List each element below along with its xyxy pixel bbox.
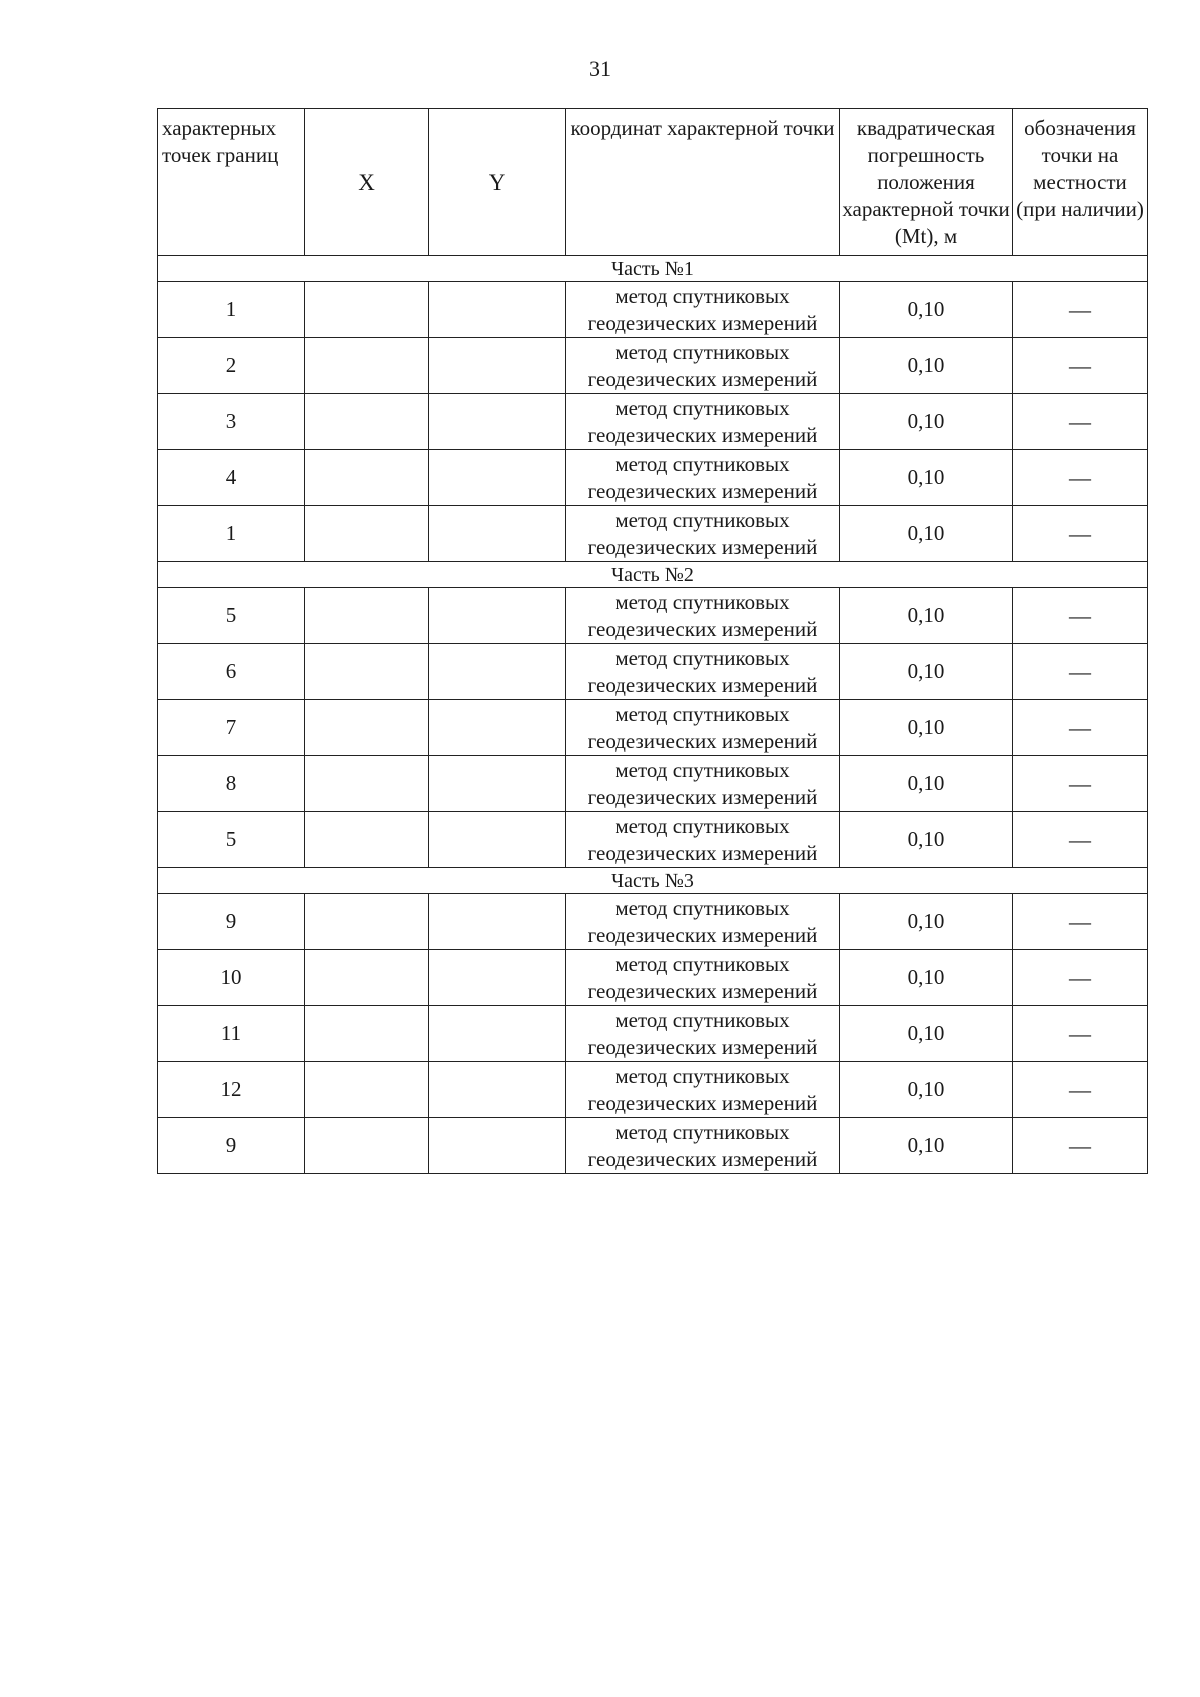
marking-cell: — [1013,394,1148,450]
header-accuracy: квадратическая погрешность положения характерной точки (Mt), м [840,109,1013,256]
accuracy-cell: 0,10 [840,756,1013,812]
method-cell: метод спутниковых геодезических измерений [566,394,840,450]
x-coordinate-cell [305,1006,429,1062]
table-row [158,394,1148,450]
accuracy-cell: 0,10 [840,1006,1013,1062]
x-coordinate-cell [305,894,429,950]
marking-cell: — [1013,1062,1148,1118]
y-coordinate-cell [429,812,566,868]
y-coordinate-cell [429,338,566,394]
point-number-cell: 8 [158,756,305,812]
x-coordinate-cell [305,338,429,394]
section-title: Часть №2 [158,562,1148,588]
x-coordinate-cell [305,394,429,450]
point-number-cell: 10 [158,950,305,1006]
y-coordinate-cell [429,1062,566,1118]
method-cell: метод спутниковых геодезических измерений [566,950,840,1006]
x-coordinate-cell [305,950,429,1006]
header-point-number: характерных точек границ [158,109,305,256]
method-cell: метод спутниковых геодезических измерений [566,812,840,868]
header-y: Y [429,109,566,256]
table-row [158,1062,1148,1118]
x-coordinate-cell [305,1118,429,1174]
x-coordinate-cell [305,1062,429,1118]
point-number-cell: 6 [158,644,305,700]
point-number-cell: 7 [158,700,305,756]
table-row [158,506,1148,562]
accuracy-cell: 0,10 [840,894,1013,950]
x-coordinate-cell [305,700,429,756]
header-marking: обозначения точки на местности (при наличии) [1013,109,1148,256]
table-row [158,700,1148,756]
table-row [158,1006,1148,1062]
accuracy-cell: 0,10 [840,950,1013,1006]
marking-cell: — [1013,450,1148,506]
marking-cell: — [1013,1006,1148,1062]
section-title: Часть №3 [158,868,1148,894]
coordinates-table [157,108,1148,1174]
y-coordinate-cell [429,950,566,1006]
table-row [158,812,1148,868]
marking-cell: — [1013,1118,1148,1174]
point-number-cell: 1 [158,282,305,338]
header-method: координат характерной точки [566,109,840,256]
y-coordinate-cell [429,644,566,700]
y-coordinate-cell [429,450,566,506]
x-coordinate-cell [305,450,429,506]
y-coordinate-cell [429,700,566,756]
accuracy-cell: 0,10 [840,1118,1013,1174]
y-coordinate-cell [429,394,566,450]
section-title: Часть №1 [158,256,1148,282]
marking-cell: — [1013,950,1148,1006]
point-number-cell: 2 [158,338,305,394]
method-cell: метод спутниковых геодезических измерений [566,338,840,394]
x-coordinate-cell [305,282,429,338]
method-cell: метод спутниковых геодезических измерений [566,756,840,812]
accuracy-cell: 0,10 [840,282,1013,338]
table-row [158,756,1148,812]
table-row [158,588,1148,644]
point-number-cell: 1 [158,506,305,562]
marking-cell: — [1013,338,1148,394]
x-coordinate-cell [305,756,429,812]
table-row [158,950,1148,1006]
table-row [158,338,1148,394]
marking-cell: — [1013,644,1148,700]
method-cell: метод спутниковых геодезических измерений [566,588,840,644]
marking-cell: — [1013,282,1148,338]
accuracy-cell: 0,10 [840,338,1013,394]
y-coordinate-cell [429,1118,566,1174]
table-header [158,109,1148,256]
table-row [158,450,1148,506]
page-number: 31 [589,56,611,81]
method-cell: метод спутниковых геодезических измерений [566,894,840,950]
table-body [158,256,1148,1174]
method-cell: метод спутниковых геодезических измерений [566,644,840,700]
header-x: X [305,109,429,256]
marking-cell: — [1013,756,1148,812]
marking-cell: — [1013,894,1148,950]
marking-cell: — [1013,812,1148,868]
accuracy-cell: 0,10 [840,450,1013,506]
y-coordinate-cell [429,1006,566,1062]
point-number-cell: 3 [158,394,305,450]
x-coordinate-cell [305,644,429,700]
method-cell: метод спутниковых геодезических измерений [566,1062,840,1118]
x-coordinate-cell [305,588,429,644]
y-coordinate-cell [429,506,566,562]
marking-cell: — [1013,700,1148,756]
marking-cell: — [1013,506,1148,562]
y-coordinate-cell [429,756,566,812]
method-cell: метод спутниковых геодезических измерений [566,700,840,756]
point-number-cell: 9 [158,894,305,950]
accuracy-cell: 0,10 [840,394,1013,450]
method-cell: метод спутниковых геодезических измерений [566,506,840,562]
method-cell: метод спутниковых геодезических измерений [566,282,840,338]
method-cell: метод спутниковых геодезических измерений [566,1006,840,1062]
accuracy-cell: 0,10 [840,644,1013,700]
point-number-cell: 5 [158,812,305,868]
x-coordinate-cell [305,812,429,868]
point-number-cell: 5 [158,588,305,644]
accuracy-cell: 0,10 [840,588,1013,644]
accuracy-cell: 0,10 [840,506,1013,562]
accuracy-cell: 0,10 [840,1062,1013,1118]
section-row [158,868,1148,894]
method-cell: метод спутниковых геодезических измерений [566,1118,840,1174]
table-row [158,644,1148,700]
section-row [158,256,1148,282]
point-number-cell: 11 [158,1006,305,1062]
table-row [158,282,1148,338]
marking-cell: — [1013,588,1148,644]
y-coordinate-cell [429,588,566,644]
point-number-cell: 12 [158,1062,305,1118]
y-coordinate-cell [429,894,566,950]
point-number-cell: 4 [158,450,305,506]
table-row [158,894,1148,950]
table-row [158,1118,1148,1174]
method-cell: метод спутниковых геодезических измерений [566,450,840,506]
y-coordinate-cell [429,282,566,338]
accuracy-cell: 0,10 [840,700,1013,756]
x-coordinate-cell [305,506,429,562]
accuracy-cell: 0,10 [840,812,1013,868]
section-row [158,562,1148,588]
point-number-cell: 9 [158,1118,305,1174]
